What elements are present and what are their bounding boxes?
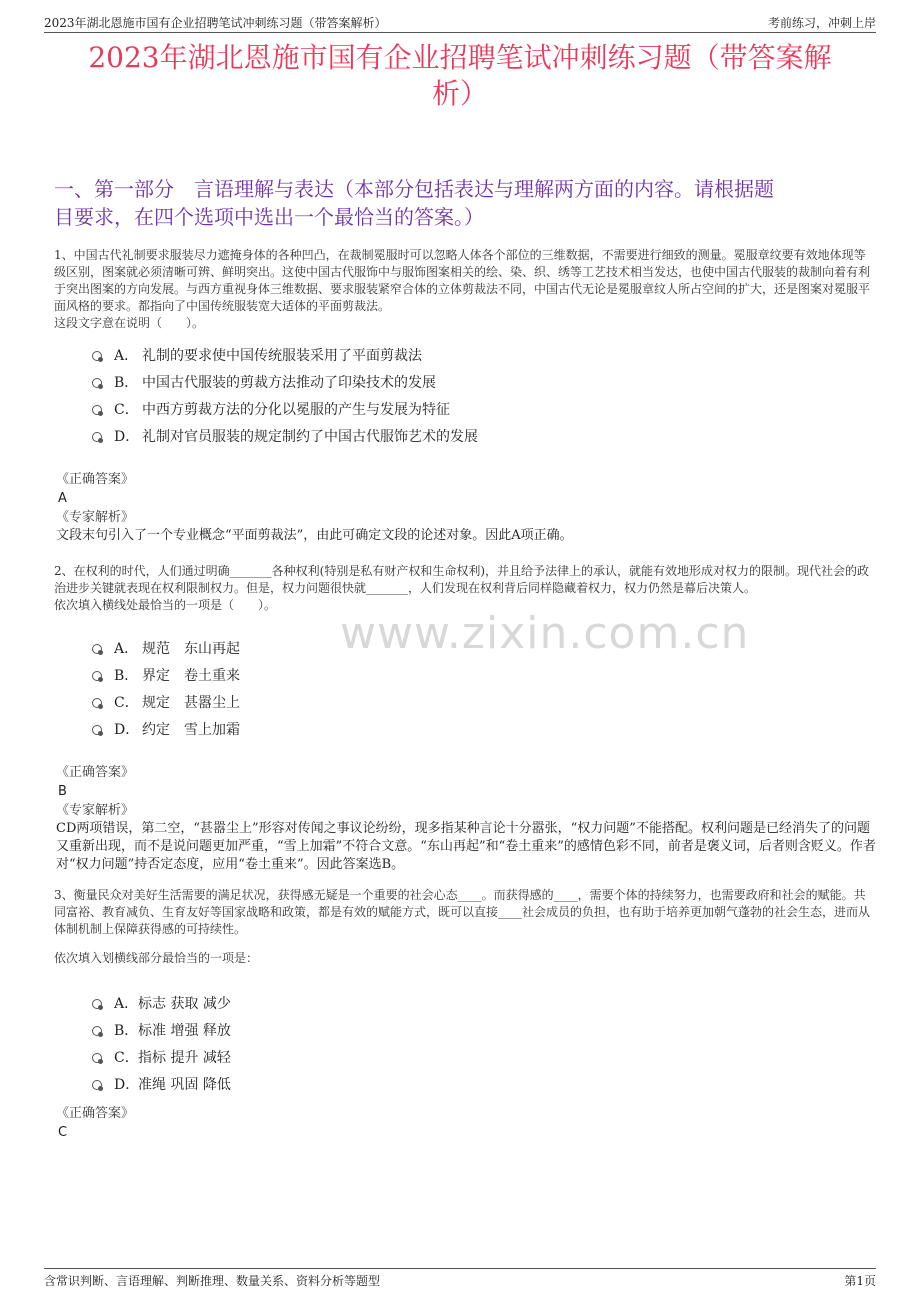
section-heading-line-2: 目要求，在四个选项中选出一个最恰当的答案。）	[54, 205, 484, 229]
option-text: 中国古代服装的剪裁方法推动了印染技术的发展	[142, 375, 436, 391]
document-title	[60, 40, 860, 112]
option-text: 礼制的要求使中国传统服装采用了平面剪裁法	[142, 348, 422, 364]
watermark: www.zixin.com.cn	[340, 608, 750, 659]
option-text: 规定 甚嚣尘上	[142, 695, 240, 711]
answer-label: 《正确答案》	[56, 765, 135, 780]
option-text: 规范 东山再起	[142, 641, 240, 657]
question-stem: 3、衡量民众对美好生活需要的满足状况，获得感无疑是一个重要的社会心态____。而获得感的____，需要个体的持续努力，也需要政府和社会的赋能。共同富裕、教育减负、生育友好等国家战略和政策，都是有效的赋能方式，既可以直接____社会成员的负担，也有助于培养更加朝气蓬勃的社会生态，进而从体制机制上保障获得感的可持续性。	[54, 888, 871, 936]
footer-note: 含常识判断、言语理解、判断推理、数量关系、资料分析等题型	[44, 1274, 381, 1288]
answer-label: 《正确答案》	[56, 472, 135, 487]
answer-value: A	[58, 491, 67, 506]
title-line-2: 析）	[431, 77, 488, 110]
question-1-answer	[56, 470, 876, 545]
radio-icon[interactable]	[92, 725, 102, 735]
question-3-answer	[56, 1104, 876, 1142]
radio-icon[interactable]	[92, 432, 102, 442]
question-prompt: 这段文字意在说明（ ）。	[54, 316, 205, 330]
question-stem: 1、中国古代礼制要求服装尽力遮掩身体的各种凹凸，在裁制冕服时可以忽略人体各个部位的三维数据，不需要进行细致的测量。冕服章纹要有效地体现等级区别，图案就必须清晰可辨、鲜明突出。这使中国古代服饰中与服饰图案相关的绘、染、织、绣等工艺技术相当发达，也使中国古代服装的裁制向着有利于突出图案的方向发展。与西方重视身体三维数据、要求服装紧窄合体的立体剪裁法不同，中国古代无论是冕服章纹人所占空间的扩大，还是图案对冕服平面风格的要求。都指向了中国传统服装宽大适体的平面剪裁法。	[54, 248, 871, 313]
option-text: 准绳 巩固 降低	[138, 1077, 231, 1093]
option-letter: A．	[114, 641, 139, 657]
page-header	[44, 12, 876, 33]
option-letter: A．	[114, 996, 139, 1012]
option-text: 标志 获取 减少	[138, 996, 231, 1012]
header-slogan: 考前练习，冲刺上岸	[767, 16, 876, 30]
question-3	[54, 887, 876, 967]
option-letter: D．	[114, 722, 140, 738]
option-letter: B．	[114, 1023, 139, 1039]
radio-icon[interactable]	[92, 671, 102, 681]
analysis-text: CD两项错误，第二空，“甚嚣尘上”形容对传闻之事议论纷纷，现多指某种言论十分嚣张，“权力问题”不能搭配。权利问题是已经消失了的问题又重新出现，而不是说问题更加严重，“雪上加霜”不符合文意。“东山再起”和“卷土重来”的感情色彩不同，前者是褒义词，后者则含贬义。作者对“权力问题”持否定态度，应用“卷土重来”。因此答案选B。	[56, 821, 876, 872]
option-text: 标准 增强 释放	[138, 1023, 231, 1039]
answer-label: 《正确答案》	[56, 1106, 135, 1121]
section-heading-line-1: 一、第一部分 言语理解与表达（本部分包括表达与理解两方面的内容。请根据题	[54, 177, 774, 201]
option-text: 约定 雪上加霜	[142, 722, 240, 738]
question-stem: 2、在权利的时代，人们通过明确_______各种权利(特别是私有财产权和生命权利)，并且给予法律上的承认，就能有效地形成对权力的限制。现代社会的政治进步关键就表现在权利限制权力。但是，权力问题很快就_______，人们发现在权利背后同样隐藏着权力，权力仍然是幕后决策人。	[54, 564, 870, 595]
question-prompt: 依次填入划横线部分最恰当的一项是：	[54, 951, 259, 965]
radio-icon[interactable]	[92, 644, 102, 654]
analysis-label: 《专家解析》	[56, 803, 135, 818]
analysis-text: 文段末句引入了一个专业概念“平面剪裁法”，由此可确定文段的论述对象。因此A项正确。	[56, 528, 573, 543]
question-2-answer	[56, 763, 876, 874]
radio-icon[interactable]	[92, 999, 102, 1009]
question-prompt: 依次填入横线处最恰当的一项是（ ）。	[54, 598, 277, 612]
option-letter: C．	[114, 695, 139, 711]
answer-value: C	[58, 1125, 68, 1140]
radio-icon[interactable]	[92, 698, 102, 708]
option-text: 中西方剪裁方法的分化以冕服的产生与发展为特征	[142, 402, 450, 418]
radio-icon[interactable]	[92, 351, 102, 361]
radio-icon[interactable]	[92, 1026, 102, 1036]
option-letter: D．	[114, 1077, 140, 1093]
option-letter: C．	[114, 402, 139, 418]
page-number: 第1页	[844, 1274, 876, 1288]
question-2	[54, 563, 876, 614]
radio-icon[interactable]	[92, 1053, 102, 1063]
option-text: 礼制对官员服装的规定制约了中国古代服饰艺术的发展	[142, 429, 478, 445]
section-heading	[54, 175, 880, 231]
option-text: 指标 提升 减轻	[138, 1050, 231, 1066]
option-letter: B．	[114, 375, 139, 391]
question-1	[54, 247, 876, 332]
radio-icon[interactable]	[92, 405, 102, 415]
title-line-1: 2023年湖北恩施市国有企业招聘笔试冲刺练习题（带答案解	[88, 41, 832, 74]
header-doc-title: 2023年湖北恩施市国有企业招聘笔试冲刺练习题（带答案解析）	[44, 16, 387, 30]
page-footer	[44, 1268, 876, 1288]
option-letter: B．	[114, 668, 139, 684]
option-text: 界定 卷土重来	[142, 668, 240, 684]
option-letter: C．	[114, 1050, 139, 1066]
radio-icon[interactable]	[92, 1080, 102, 1090]
answer-value: B	[58, 784, 67, 799]
option-letter: D．	[114, 429, 140, 445]
analysis-label: 《专家解析》	[56, 510, 135, 525]
radio-icon[interactable]	[92, 378, 102, 388]
option-letter: A．	[114, 348, 139, 364]
